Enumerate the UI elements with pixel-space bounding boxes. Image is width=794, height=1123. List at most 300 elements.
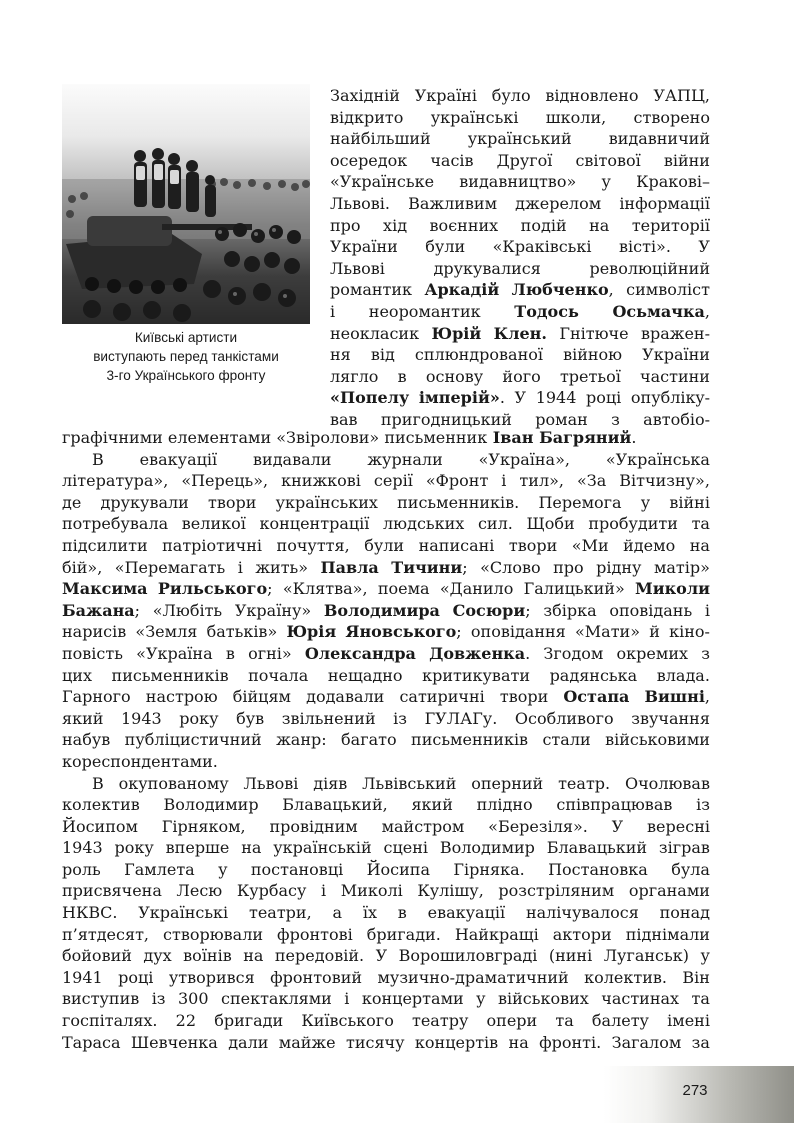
- word: лягло: [330, 366, 379, 386]
- word: музично-драматичний: [377, 967, 569, 987]
- word: сатиричні: [399, 687, 485, 707]
- word: року: [179, 708, 219, 728]
- word: Львівський: [362, 773, 457, 793]
- word: сплюндрованої: [414, 345, 543, 365]
- word: евакуації: [427, 903, 506, 923]
- word: окупованому: [118, 773, 229, 793]
- word: Гамлета: [124, 859, 195, 879]
- text-line: [62, 1010, 710, 1032]
- word: Луганськ): [603, 946, 689, 966]
- bold-word: Тодось: [514, 301, 579, 321]
- word: оповідання: [470, 622, 566, 642]
- word: бойовий: [62, 946, 132, 966]
- word: війні: [669, 492, 710, 512]
- word: з: [701, 643, 710, 663]
- word: Миколі: [340, 881, 403, 901]
- text-line: [62, 513, 710, 535]
- word: та: [555, 1011, 574, 1031]
- bold-word: Аркадій: [424, 280, 500, 300]
- word: УАПЦ,: [653, 86, 710, 105]
- word: осередок: [330, 150, 408, 170]
- word: Київського: [301, 1011, 394, 1031]
- word: 22: [175, 1011, 197, 1031]
- word: твори: [508, 535, 558, 555]
- text-line: [62, 816, 710, 838]
- word: ГУЛАГу.: [424, 708, 498, 728]
- word: Другої: [496, 150, 553, 170]
- text-line: [330, 193, 710, 215]
- word: про: [553, 557, 584, 577]
- word: Шевченка: [130, 1032, 218, 1052]
- text-line: [62, 880, 710, 902]
- word: друкували: [100, 492, 189, 512]
- word: подій: [520, 215, 567, 235]
- text-line: [62, 492, 710, 514]
- word: Західній: [330, 86, 400, 105]
- word: вересні: [647, 816, 710, 836]
- word: додавали: [306, 687, 385, 707]
- word: підсилити: [62, 535, 148, 555]
- word: і: [704, 600, 710, 620]
- word: нещадно: [327, 665, 403, 685]
- word: передовій.: [274, 946, 365, 966]
- text-line: [330, 279, 710, 301]
- word: твори: [499, 687, 549, 707]
- word: на: [689, 535, 710, 555]
- word: був: [236, 708, 265, 728]
- word: у: [218, 859, 228, 879]
- word: бійцям: [232, 687, 291, 707]
- word: матір»: [653, 557, 710, 577]
- word: тил»,: [519, 471, 564, 491]
- word: У: [611, 816, 624, 836]
- word: і: [330, 301, 336, 321]
- word: .: [525, 643, 531, 663]
- word: Перемога: [538, 492, 622, 512]
- word: світової: [575, 150, 641, 170]
- word: балету: [591, 1011, 649, 1031]
- word: почала: [248, 665, 309, 685]
- word: в: [225, 643, 235, 663]
- word: Ворошиловграді: [398, 946, 538, 966]
- text-line: [62, 535, 710, 557]
- word: вав: [330, 409, 358, 429]
- text-line: [330, 236, 710, 258]
- text-line: [62, 665, 710, 687]
- word: році: [586, 388, 622, 408]
- word: друкувалися: [433, 258, 541, 278]
- word: понад: [659, 903, 710, 923]
- text-line: [62, 967, 710, 989]
- word: а: [332, 903, 343, 923]
- word: В: [92, 449, 104, 469]
- bold-word: Максима: [62, 579, 148, 599]
- word: де: [62, 492, 82, 512]
- word: поема: [377, 579, 430, 599]
- word: «Березіля».: [488, 816, 588, 836]
- word: У: [375, 946, 388, 966]
- word: огні»: [248, 643, 292, 663]
- word: колектив.: [584, 967, 667, 987]
- word: Йосипа: [366, 859, 430, 879]
- bold-word: «Попелу: [330, 388, 410, 408]
- word: концертами: [361, 989, 464, 1009]
- word: спектаклями: [220, 989, 332, 1009]
- word: створювали: [163, 924, 264, 944]
- text-line: [62, 794, 710, 816]
- text-line: [62, 643, 710, 665]
- text-line: [62, 902, 710, 924]
- word: Блавацький,: [282, 795, 388, 815]
- word: видавництво»: [459, 172, 577, 192]
- word: В: [92, 773, 104, 793]
- word: від: [370, 345, 395, 365]
- bold-word: Юрій: [431, 323, 482, 343]
- word: було: [491, 86, 531, 105]
- text-line: [330, 344, 710, 366]
- word: Львові.: [330, 193, 390, 213]
- caption-line: Київські артисти: [134, 330, 238, 345]
- word: його: [502, 366, 541, 386]
- text-line: [62, 773, 710, 795]
- word: почуття,: [276, 535, 350, 555]
- word: воєнних: [429, 215, 499, 235]
- word: зіграв: [658, 838, 710, 858]
- word: ;: [267, 579, 273, 599]
- word: людських: [383, 514, 465, 534]
- word: публіцистичний: [124, 730, 262, 750]
- word: школи,: [545, 107, 607, 127]
- bold-word: Тичини;: [391, 557, 468, 577]
- word: Гірняком,: [161, 816, 246, 836]
- word: НКВС.: [62, 903, 118, 923]
- word: їх: [362, 903, 377, 923]
- word: журнали: [367, 449, 443, 469]
- text-line: [62, 449, 710, 471]
- word: Найкращі: [454, 924, 539, 944]
- word: який: [62, 708, 104, 728]
- word: джерелом: [515, 193, 602, 213]
- word: ня: [330, 345, 351, 365]
- word: «Любіть: [152, 600, 223, 620]
- word: радянська: [549, 665, 638, 685]
- word: «Данило: [439, 579, 514, 599]
- word: повість: [62, 643, 123, 663]
- bold-word: Іван: [492, 428, 534, 447]
- word: «Клятва»,: [282, 579, 368, 599]
- word: хід: [383, 215, 408, 235]
- word: «Фронт: [425, 471, 489, 491]
- word: території: [631, 215, 710, 235]
- word: та: [691, 514, 710, 534]
- word: автобіо-: [643, 409, 710, 429]
- text-line: [62, 751, 710, 773]
- word: театр.: [558, 773, 611, 793]
- text-line: [62, 945, 710, 967]
- word: війною: [563, 345, 623, 365]
- word: відкрито: [330, 107, 404, 127]
- word: налічувалося: [525, 903, 639, 923]
- word: книжкові: [281, 471, 361, 491]
- word: кіно-: [669, 622, 710, 642]
- word: роль: [62, 859, 101, 879]
- bold-word: Сосюри;: [452, 600, 531, 620]
- word: У: [514, 388, 527, 408]
- word: Володимир: [163, 795, 259, 815]
- word: пригодницький: [380, 409, 512, 429]
- word: бригади: [214, 1011, 284, 1031]
- text-line: [330, 366, 710, 388]
- word: Гнітюче: [559, 323, 629, 343]
- word: звучання: [631, 708, 710, 728]
- word: про: [330, 215, 361, 235]
- word: у: [476, 989, 486, 1009]
- word: український: [467, 129, 572, 149]
- word: вперше: [165, 838, 230, 858]
- bold-word: імперій».: [418, 388, 505, 408]
- word: фронті.: [539, 1032, 602, 1052]
- figure-caption: [62, 328, 310, 385]
- word: Володимир: [439, 838, 535, 858]
- word: написані: [418, 535, 495, 555]
- word: найбільший: [330, 129, 431, 149]
- word: Лесю: [176, 881, 223, 901]
- bold-word: Володимира: [323, 600, 440, 620]
- word: основу: [425, 366, 484, 386]
- word: Очолював: [624, 773, 710, 793]
- text-line: [62, 837, 710, 859]
- word: на: [243, 946, 264, 966]
- word: письменників.: [397, 492, 520, 512]
- word: Йосипом: [62, 816, 138, 836]
- word: елементами: [167, 428, 272, 447]
- word: році: [118, 967, 154, 987]
- word: роман: [535, 409, 588, 429]
- word: твори: [208, 492, 257, 512]
- word: «Звіролови»: [276, 428, 380, 447]
- text-line: [62, 686, 710, 708]
- text-column-wide: [62, 427, 710, 1053]
- word: .: [631, 428, 637, 447]
- bold-word: Осьмачка,: [612, 301, 710, 321]
- text-line: [62, 924, 710, 946]
- word: «Перемагать: [114, 557, 226, 577]
- word: кореспондентами.: [62, 751, 218, 771]
- word: література»,: [62, 471, 169, 491]
- word: патріотичні: [162, 535, 263, 555]
- text-line: [330, 323, 710, 345]
- word: інформації: [619, 193, 710, 213]
- word: графічними: [62, 428, 163, 447]
- word: театри,: [248, 903, 312, 923]
- word: розстріляним: [498, 881, 615, 901]
- bold-word: Довженка.: [429, 643, 531, 663]
- word: «Мати»: [574, 622, 640, 642]
- word: Важливим: [408, 193, 498, 213]
- word: рідну: [596, 557, 642, 577]
- word: українські: [430, 107, 519, 127]
- word: воїнів: [183, 946, 232, 966]
- word: революційний: [589, 258, 710, 278]
- page-number: 273: [682, 1082, 708, 1099]
- word: піднімали: [625, 924, 710, 944]
- word: цих: [62, 665, 92, 685]
- word: із: [696, 795, 710, 815]
- word: «Україна: [136, 643, 213, 663]
- word: і: [321, 881, 327, 901]
- word: евакуації: [139, 449, 218, 469]
- text-line: [62, 557, 710, 579]
- word: на: [241, 838, 262, 858]
- word: п’ятдесят,: [62, 924, 150, 944]
- word: неокласик: [330, 323, 420, 343]
- word: Україні: [414, 86, 477, 105]
- word: видавали: [253, 449, 332, 469]
- word: війни: [663, 150, 710, 170]
- bold-word: Остапа: [563, 687, 630, 707]
- text-line: [62, 859, 710, 881]
- word: ,: [704, 687, 710, 707]
- word: часів: [430, 150, 474, 170]
- word: бій»,: [62, 557, 103, 577]
- word: оповідань: [609, 600, 693, 620]
- word: із: [151, 989, 166, 1009]
- word: частини: [640, 366, 710, 386]
- word: й: [649, 622, 660, 642]
- word: Постановка: [548, 859, 648, 879]
- word: концентрації: [259, 514, 370, 534]
- text-line: [62, 578, 710, 600]
- word: Тараса: [62, 1032, 121, 1052]
- word: театру: [411, 1011, 469, 1031]
- word: були: [364, 535, 405, 555]
- text-line: [330, 387, 710, 409]
- word: із: [393, 708, 408, 728]
- word: нарисів: [62, 622, 127, 642]
- word: виступив: [62, 989, 140, 1009]
- word: «Ми: [571, 535, 609, 555]
- word: Українські: [138, 903, 229, 923]
- word: частинах: [601, 989, 680, 1009]
- word: письменників: [111, 665, 229, 685]
- word: утворився: [168, 967, 255, 987]
- word: 1943: [62, 838, 103, 858]
- figure-photo: [62, 84, 310, 324]
- word: критикувати: [422, 665, 530, 685]
- word: діяв: [313, 773, 348, 793]
- word: «Українське: [330, 172, 435, 192]
- word: Галицький»: [523, 579, 625, 599]
- word: романтик: [330, 280, 413, 300]
- word: відновлено: [545, 86, 639, 105]
- word: У: [698, 237, 710, 257]
- word: Щоби: [526, 514, 575, 534]
- word: з: [611, 409, 620, 429]
- word: «За: [576, 471, 607, 491]
- word: ,: [704, 301, 710, 321]
- word: України: [330, 237, 398, 257]
- word: серії: [373, 471, 413, 491]
- word: співпрацював: [556, 795, 673, 815]
- bold-word: Любченко,: [511, 280, 614, 300]
- word: та: [691, 989, 710, 1009]
- word: окремих: [616, 643, 689, 663]
- word: багато: [341, 730, 397, 750]
- word: фронтовий: [270, 967, 363, 987]
- word: ;: [456, 622, 462, 642]
- text-line: [330, 215, 710, 237]
- caption-line: 3-го Українського фронту: [106, 368, 266, 383]
- word: військовими: [605, 730, 710, 750]
- word: провідним: [269, 816, 358, 836]
- word: йдемо: [623, 535, 676, 555]
- word: звільнений: [281, 708, 376, 728]
- text-line: [330, 107, 710, 129]
- word: була: [671, 859, 710, 879]
- word: 300: [177, 989, 209, 1009]
- text-line: [330, 150, 710, 172]
- word: в: [397, 903, 407, 923]
- word: збірка: [543, 600, 597, 620]
- word: створено: [633, 107, 710, 127]
- bold-word: Павла: [320, 557, 379, 577]
- word: військових: [498, 989, 589, 1009]
- word: великої: [181, 514, 246, 534]
- word: госпіталях.: [62, 1011, 158, 1031]
- word: за: [691, 1032, 710, 1052]
- text-line: [62, 470, 710, 492]
- word: органами: [628, 881, 710, 901]
- word: «Україна»,: [478, 449, 570, 469]
- word: на: [589, 215, 610, 235]
- word: 1941: [62, 967, 103, 987]
- bold-word: Клен.: [493, 323, 547, 343]
- photo-illustration: [62, 84, 310, 324]
- word: вісті».: [619, 237, 671, 257]
- word: Кракові–: [636, 172, 710, 192]
- text-line: [62, 427, 710, 449]
- bold-word: Юрія: [286, 622, 337, 642]
- word: у: [640, 492, 651, 512]
- text-line: [330, 301, 710, 323]
- text-line: [62, 1032, 710, 1054]
- word: постановці: [250, 859, 344, 879]
- word: набув: [62, 730, 111, 750]
- text-line: [62, 600, 710, 622]
- word: і: [501, 471, 507, 491]
- word: жанр:: [276, 730, 327, 750]
- word: Львові: [243, 773, 299, 793]
- caption-line: виступають перед танкістами: [93, 349, 279, 364]
- word: Вітчизну»,: [619, 471, 710, 491]
- word: стали: [542, 730, 591, 750]
- word: Україну»: [234, 600, 312, 620]
- word: на: [508, 1032, 529, 1052]
- word: концертів: [414, 1032, 499, 1052]
- word: ;: [525, 600, 531, 620]
- word: неоромантик: [368, 301, 481, 321]
- word: потребувала: [62, 514, 169, 534]
- word: українській: [273, 838, 372, 858]
- word: колектив: [62, 795, 140, 815]
- word: символіст: [626, 280, 710, 300]
- word: Кулішу,: [417, 881, 484, 901]
- word: тисячу: [345, 1032, 405, 1052]
- word: плідно: [476, 795, 533, 815]
- bold-word: Миколи: [635, 579, 710, 599]
- word: ;: [462, 557, 468, 577]
- word: .: [499, 388, 505, 408]
